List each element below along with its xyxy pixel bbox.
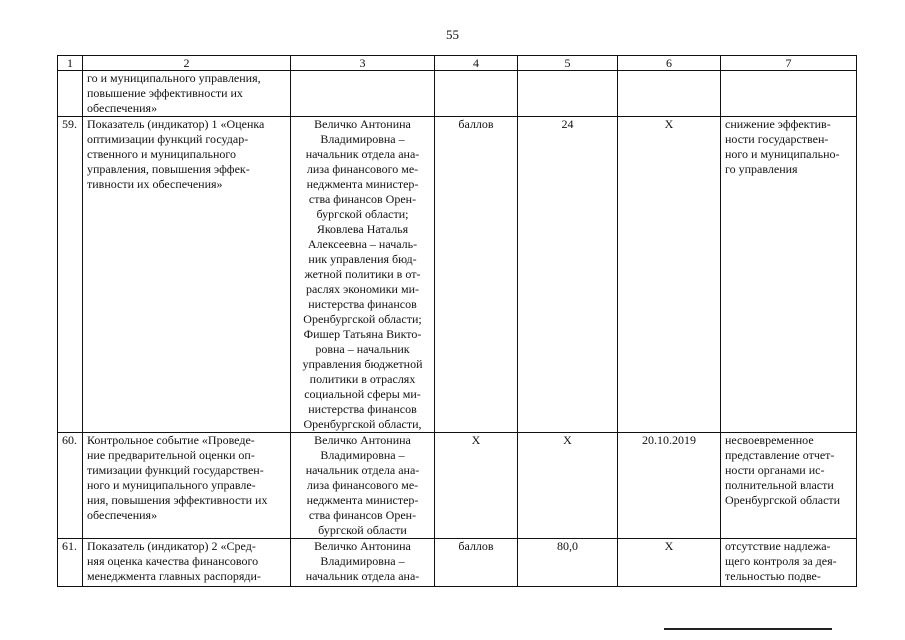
- item-name: Показатель (индикатор) 2 «Сред- няя оценка качества финансового менеджмента главных распоряди-: [83, 539, 291, 587]
- risk-cell: несвоевременное представление отчет- ности органами ис- полнительной власти Оренбургской области: [721, 433, 857, 539]
- table-row: [58, 539, 857, 587]
- value-cell: [518, 71, 618, 117]
- item-name: Контрольное событие «Проведе- ние предварительной оценки оп- тимизации функций государствен- ного и муниципального управле- ния, повышения эффективности их обеспечения»: [83, 433, 291, 539]
- column-number-cell: 4: [435, 56, 518, 71]
- risk-cell: отсутствие надлежа- щего контроля за дея- тельностью подве-: [721, 539, 857, 587]
- unit-cell: [435, 71, 518, 117]
- unit-cell: баллов: [435, 539, 518, 587]
- row-number: 61.: [58, 539, 83, 587]
- table-row: [58, 117, 857, 433]
- date-cell: Х: [618, 539, 721, 587]
- risk-cell: [721, 71, 857, 117]
- table-row: [58, 433, 857, 539]
- column-number-cell: 6: [618, 56, 721, 71]
- responsible-person: Величко Антонина Владимировна – начальник отдела ана- лиза финансового ме- неджмента министер- ства финансов Орен- бургской области; Яковлева Наталья Алексеевна – началь- ник управления бюд- жетной политики в от- раслях экономики ми- нистерства финансов Оренбургской области; Фишер Татьяна Викто- ровна – начальник управления бюджетной политики в отраслях социальной сферы ми- нистерства финансов Оренбургской области,: [291, 117, 435, 433]
- value-cell: 80,0: [518, 539, 618, 587]
- column-number-row: [58, 56, 857, 71]
- row-number: 59.: [58, 117, 83, 433]
- column-number-cell: 3: [291, 56, 435, 71]
- page-number: 55: [446, 27, 459, 42]
- value-cell: 24: [518, 117, 618, 433]
- page-edge-line: [664, 628, 832, 630]
- responsible-person: Величко Антонина Владимировна – начальник отдела ана- лиза финансового ме- неджмента министер- ства финансов Орен- бургской области: [291, 433, 435, 539]
- value-cell: Х: [518, 433, 618, 539]
- column-number-cell: 5: [518, 56, 618, 71]
- risk-cell: снижение эффектив- ности государствен- ного и муниципально- го управления: [721, 117, 857, 433]
- item-name: Показатель (индикатор) 1 «Оценка оптимизации функций государ- ственного и муниципального управления, повышения эффек- тивности их обеспечения»: [83, 117, 291, 433]
- row-number: [58, 71, 83, 117]
- row-number: 60.: [58, 433, 83, 539]
- unit-cell: Х: [435, 433, 518, 539]
- date-cell: [618, 71, 721, 117]
- unit-cell: баллов: [435, 117, 518, 433]
- date-cell: Х: [618, 117, 721, 433]
- column-number-cell: 7: [721, 56, 857, 71]
- plan-table: [57, 55, 857, 587]
- date-cell: 20.10.2019: [618, 433, 721, 539]
- item-name: го и муниципального управления, повышение эффективности их обеспечения»: [83, 71, 291, 117]
- column-number-cell: 2: [83, 56, 291, 71]
- table-row: [58, 71, 857, 117]
- responsible-person: [291, 71, 435, 117]
- responsible-person: Величко Антонина Владимировна – начальник отдела ана-: [291, 539, 435, 587]
- column-number-cell: 1: [58, 56, 83, 71]
